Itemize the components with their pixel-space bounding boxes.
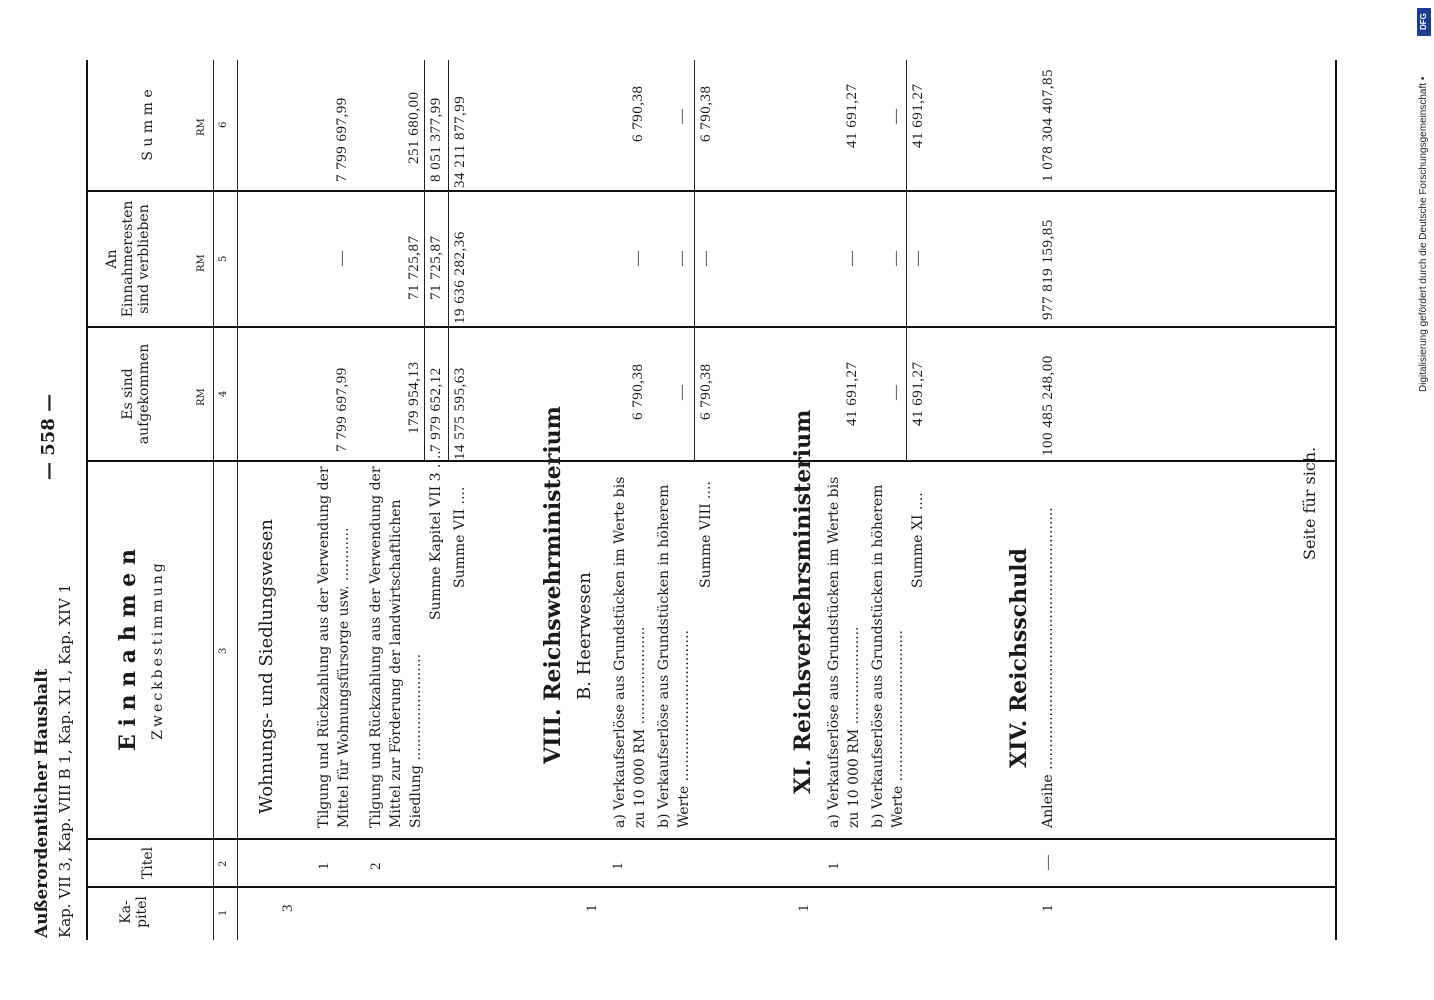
sum-c4: 7 979 652,12	[428, 367, 444, 452]
unit-label-c5: RM	[196, 254, 207, 272]
row-text: a) Verkaufserlöse aus Grundstücken im Werte bis zu 10 000 RM ......................	[826, 476, 862, 828]
sum-c4: 6 790,38	[698, 363, 714, 420]
sum-c6: 8 051 377,99	[428, 97, 444, 182]
titel-number: 2	[368, 862, 384, 870]
dfg-logo-icon: DFG	[1417, 8, 1431, 36]
value-c5: 977 819 159,85	[1040, 219, 1056, 320]
section-heading-xiv: XIV. Reichsschuld	[1006, 548, 1032, 768]
value-c4: —	[674, 384, 690, 400]
value-c5: —	[674, 250, 690, 266]
section-subheading-viii: B. Heerwesen	[574, 572, 595, 700]
sum-c4: 14 575 595,63	[452, 367, 468, 460]
header-number-rule	[213, 60, 214, 940]
value-c4: —	[888, 384, 904, 400]
sum-c6: 41 691,27	[910, 83, 926, 148]
page-title: Außerordentlicher Haushalt	[32, 668, 52, 938]
col-header-kapitel: Ka- pitel	[118, 896, 150, 928]
value-c4: 179 954,13	[406, 361, 422, 434]
col-sep-4	[86, 326, 1336, 328]
value-c6: 7 799 697,99	[334, 97, 350, 182]
sum-c4: 41 691,27	[910, 361, 926, 426]
titel-number: 1	[316, 862, 332, 870]
value-c6: —	[888, 108, 904, 124]
section-heading-viii: VIII. Reichswehrministerium	[540, 406, 566, 764]
col-number-1: 1	[218, 909, 229, 916]
dfg-credit-text: Digitalisierung gefördert durch die Deutsche Forschungsgemeinschaft •	[1418, 76, 1429, 392]
value-c4: 7 799 697,99	[334, 367, 350, 452]
subtotal-rule	[424, 60, 425, 460]
row-text: b) Verkaufserlöse aus Grundstücken in höherem Werte ..................................	[870, 484, 906, 828]
col-sep-5	[86, 190, 1336, 192]
value-c5: 71 725,87	[406, 235, 422, 300]
value-c5: —	[630, 250, 646, 266]
seite-fuer-sich-label: Seite für sich.	[1300, 446, 1319, 560]
sum-c5: 19 636 282,36	[452, 231, 468, 324]
dfg-credit	[1416, 8, 1432, 392]
kapitel-number: 1	[796, 904, 812, 912]
col-sep-2	[86, 838, 1336, 840]
col-number-3: 3	[218, 647, 229, 654]
unit-label-c6: RM	[196, 118, 207, 136]
col-number-4: 4	[218, 390, 229, 397]
value-c5: —	[334, 250, 350, 266]
value-c4: 100 485 248,00	[1040, 355, 1056, 456]
col-header-zweck: Zweckbestimmung	[150, 560, 166, 740]
col-sep-3	[86, 460, 1336, 462]
value-c4: 41 691,27	[844, 361, 860, 426]
sum-c5: —	[698, 250, 714, 266]
header-bottom-rule	[237, 60, 238, 940]
subtotal-rule	[694, 60, 695, 460]
col-number-2: 2	[218, 860, 229, 867]
row-text: Tilgung und Rückzahlung aus der Verwendung der Mittel zur Förderung der landwirtschaftlichen Siedlung ........................	[368, 466, 424, 828]
kapitel-number: 1	[1040, 904, 1056, 912]
page-subtitle: Kap. VII 3, Kap. VIII B 1, Kap. XI 1, Kap. XIV 1	[56, 583, 74, 938]
table-bottom-rule	[1335, 60, 1337, 940]
section-heading-wohnung: Wohnungs- und Siedlungswesen	[256, 519, 277, 814]
sum-c6: 34 211 877,99	[452, 95, 468, 188]
titel-number: —	[1040, 854, 1056, 870]
value-c6: 6 790,38	[630, 85, 646, 142]
titel-number: 1	[610, 862, 626, 870]
value-c4: 6 790,38	[630, 363, 646, 420]
sum-c5: 71 725,87	[428, 235, 444, 300]
titel-number: 1	[826, 862, 842, 870]
row-text: Tilgung und Rückzahlung aus der Verwendung der Mittel für Wohnungsfürsorge usw. ............	[316, 466, 352, 828]
value-c5: —	[888, 250, 904, 266]
sum-c5: —	[910, 250, 926, 266]
col-number-5: 5	[218, 255, 229, 262]
col-number-6: 6	[218, 121, 229, 128]
subtotal-rule	[906, 60, 907, 460]
col-header-aufgekommen: Es sind aufgekommen	[120, 343, 152, 445]
value-c6: 41 691,27	[844, 83, 860, 148]
row-text: Anleihe ...........................................................	[1040, 507, 1056, 828]
sum-label: Summe VIII ....	[698, 481, 714, 588]
kapitel-number: 3	[280, 904, 296, 912]
value-c5: —	[844, 250, 860, 266]
page-number: — 558 —	[38, 393, 59, 480]
sum-label: Summe XI ....	[910, 492, 926, 588]
subtotal-rule	[448, 60, 449, 460]
kapitel-number: 1	[584, 904, 600, 912]
row-text: a) Verkaufserlöse aus Grundstücken im Werte bis zu 10 000 RM ......................	[612, 476, 648, 828]
col-header-einnahmen: E i n n a h m e n	[115, 549, 141, 751]
col-sep-1	[86, 886, 1336, 888]
value-c6: —	[674, 108, 690, 124]
col-header-titel: Titel	[140, 846, 156, 880]
unit-label-c4: RM	[196, 388, 207, 406]
sum-c6: 6 790,38	[698, 85, 714, 142]
col-header-einnahmereste: An Einnahmeresten sind verblieben	[104, 200, 152, 318]
value-c6: 251 680,00	[406, 91, 422, 164]
col-header-summe: S u m m e	[140, 89, 156, 161]
value-c6: 1 078 304 407,85	[1040, 69, 1056, 182]
sum-label: Summe VII ....	[452, 486, 468, 588]
section-heading-xi: XI. Reichsverkehrsministerium	[790, 409, 816, 794]
row-text: b) Verkaufserlöse aus Grundstücken in höherem Werte ..................................	[656, 484, 692, 828]
sum-label: Summe Kapitel VII 3 ....	[428, 450, 444, 620]
table-top-rule	[86, 60, 88, 940]
